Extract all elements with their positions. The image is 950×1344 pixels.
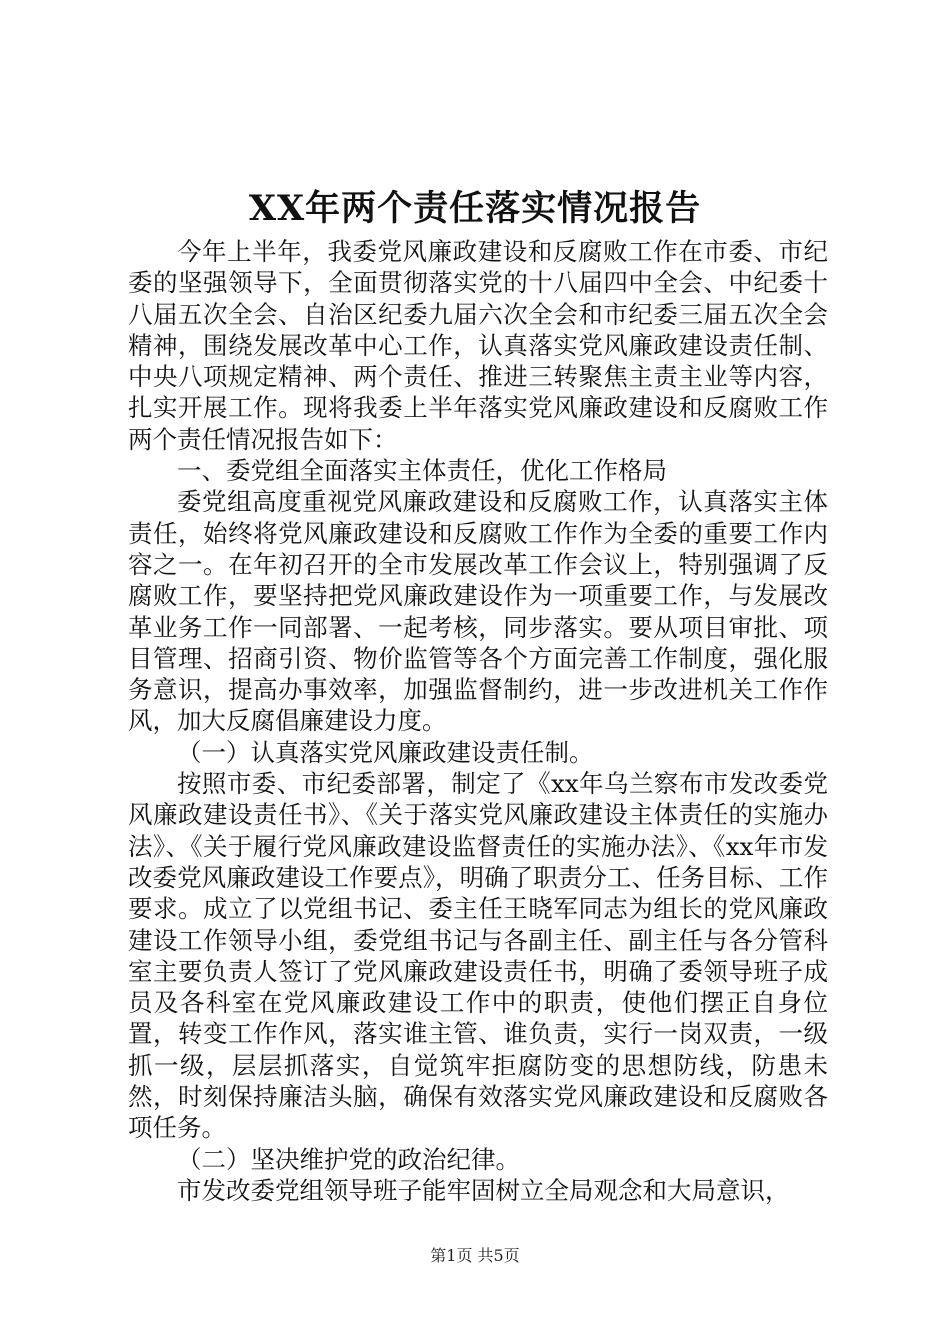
subsection-heading-1: （一）认真落实党风廉政建设责任制。 <box>177 737 594 767</box>
subsection-2-paragraph: 市发改委党组领导班子能牢固树立全局观念和大局意识， <box>177 1175 790 1205</box>
intro-paragraph: 今年上半年，我委党风廉政建设和反腐败工作在市委、市纪委的坚强领导下，全面贯彻落实党的十八届四中全会、中纪委十八届五次全会、自治区纪委九届六次全会和市纪委三届五次全会精神，围绕发展改革中心工作，认真落实党风廉政建设责任制、中央八项规定精神、两个责任、推进三转聚焦主责主业等内容，扎实开展工作。现将我委上半年落实党风廉政建设和反腐败工作两个责任情况报告如下： <box>128 237 828 454</box>
section-heading-1: 一、委党组全面落实主体责任，优化工作格局 <box>177 456 667 486</box>
section-1-paragraph: 委党组高度重视党风廉政建设和反腐败工作，认真落实主体责任，始终将党风廉政建设和反腐败工作作为全委的重要工作内容之一。在年初召开的全市发展改革工作会议上，特别强调了反腐败工作，要坚持把党风廉政建设作为一项重要工作，与发展改革业务工作一同部署、一起考核，同步落实。要从项目审批、项目管理、招商引资、物价监管等各个方面完善工作制度，强化服务意识，提高办事效率，加强监督制约，进一步改进机关工作作风，加大反腐倡廉建设力度。 <box>128 487 828 736</box>
subsection-heading-2: （二）坚决维护党的政治纪律。 <box>177 1144 520 1174</box>
subsection-1-paragraph: 按照市委、市纪委部署，制定了《xx年乌兰察布市发改委党风廉政建设责任书》、《关于落实党风廉政建设主体责任的实施办法》、《关于履行党风廉政建设监督责任的实施办法》、《xx年市发改委党风廉政建设工作要点》，明确了职责分工、任务目标、工作要求。成立了以党组书记、委主任王晓军同志为组长的党风廉政建设工作领导小组，委党组书记与各副主任、副主任与各分管科室主要负责人签订了党风廉政建设责任书，明确了委领导班子成员及各科室在党风廉政建设工作中的职责，使他们摆正自身位置，转变工作作风，落实谁主管、谁负责，实行一岗双责，一级抓一级，层层抓落实，自觉筑牢拒腐防变的思想防线，防患未然，时刻保持廉洁头脑，确保有效落实党风廉政建设和反腐败各项任务。 <box>128 769 828 1143</box>
page-footer: 第1页 共5页 <box>430 1246 520 1265</box>
document-title: XX年两个责任落实情况报告 <box>248 188 702 229</box>
document-body <box>128 236 828 1206</box>
